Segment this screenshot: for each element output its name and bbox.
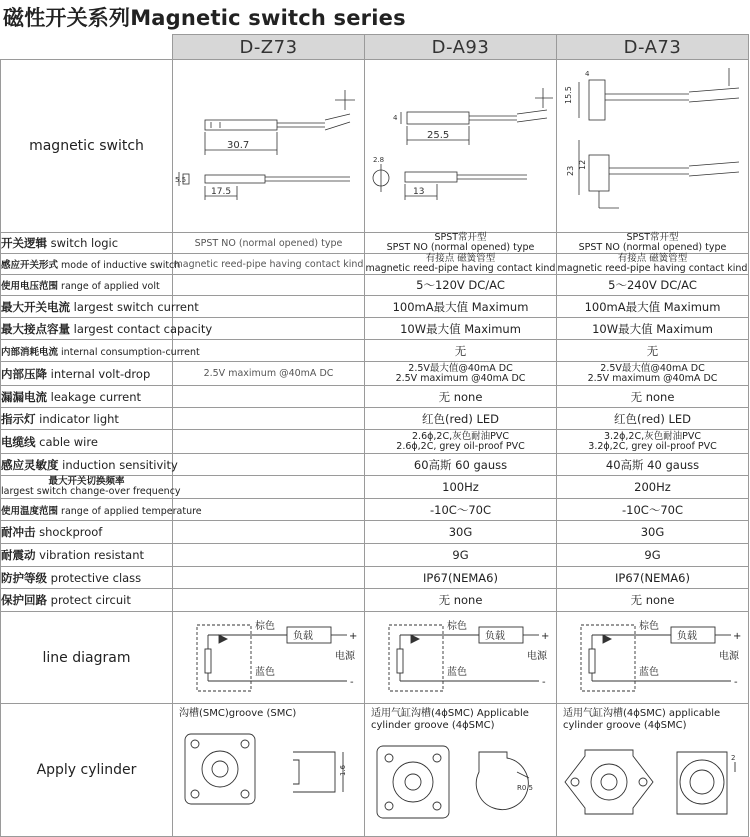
page-title: 磁性开关系列Magnetic switch series xyxy=(3,6,406,30)
spec-value: magnetic reed-pipe having contact kind xyxy=(173,254,365,275)
spec-value: 红色(red) LED xyxy=(365,408,557,430)
cylinder-cell xyxy=(557,704,749,837)
cylinder-drawing xyxy=(175,720,363,820)
circuit-power-label: 电源 xyxy=(334,650,355,662)
circuit-blue-label: 蓝色 xyxy=(446,666,467,678)
spec-value: 100mA最大值 Maximum xyxy=(557,296,749,318)
dz73-drawing-cell xyxy=(173,60,365,233)
spec-value: 无 none xyxy=(557,386,749,408)
spec-row xyxy=(1,233,749,254)
row-label: 内部压降 internal volt-drop xyxy=(1,362,173,386)
spec-value: 有接点 磁簧管型 magnetic reed-pipe having contact kind xyxy=(365,253,556,274)
row-label: 内部消耗电流 internal consumption-current xyxy=(1,340,173,362)
spec-value: 红色(red) LED xyxy=(557,408,749,430)
spec-value xyxy=(173,476,365,499)
spec-value xyxy=(173,544,365,567)
circuit-brown-label: 棕色 xyxy=(254,620,275,632)
spec-value: 40高斯 40 gauss xyxy=(557,454,749,476)
spec-row xyxy=(1,296,749,318)
circuit-blue-label: 蓝色 xyxy=(254,666,275,678)
apply-cylinder-row xyxy=(1,704,749,837)
da93-drawing xyxy=(367,60,555,228)
spec-value: -10C～70C xyxy=(557,499,749,521)
spec-value: SPST常开型 SPST NO (normal opened) type xyxy=(365,233,557,254)
spec-value: 无 xyxy=(365,340,557,362)
cylinder-caption: 沟槽(SMC)groove (SMC) xyxy=(179,708,297,719)
spec-value: 9G xyxy=(365,544,557,567)
row-label: 电缆线 cable wire xyxy=(1,430,173,454)
spec-value: SPST NO (normal opened) type xyxy=(173,233,365,254)
circuit-power-label: 电源 xyxy=(718,650,739,662)
spec-value: 30G xyxy=(365,521,557,544)
magnetic-switch-label: magnetic switch xyxy=(1,60,173,233)
model-header-row xyxy=(1,35,749,60)
spec-row xyxy=(1,454,749,476)
circuit-diagram-cell xyxy=(557,612,749,704)
circuit-diagram-cell xyxy=(365,612,557,704)
spec-value: SPST常开型 SPST NO (normal opened) type xyxy=(557,233,749,254)
cylinder-cell xyxy=(173,704,365,837)
spec-value: 2.5V最大值@40mA DC 2.5V maximum @40mA DC xyxy=(557,362,749,386)
row-label: 开关逻辑 switch logic xyxy=(1,233,173,254)
circuit-minus-label: - xyxy=(349,676,354,688)
cylinder-caption: 适用气缸沟槽(4ϕSMC) Applicable cylinder groove (4ϕSMC) xyxy=(371,708,529,731)
spec-value: 3.2ϕ,2C,灰色耐油PVC 3.2ϕ,2C, grey oil-proof PVC xyxy=(557,430,749,454)
apply-cylinder-label: Apply cylinder xyxy=(1,704,173,837)
row-label: 耐震动 vibration resistant xyxy=(1,544,173,567)
spec-value: 有接点 磁簧管型 magnetic reed-pipe having contact kind xyxy=(557,253,748,274)
spec-value: 无 xyxy=(557,340,749,362)
dim-label: 13 xyxy=(412,187,424,197)
spec-value xyxy=(173,408,365,430)
spec-value: IP67(NEMA6) xyxy=(557,567,749,589)
row-label: 使用电压范围 range of applied volt xyxy=(1,275,173,296)
spec-table xyxy=(0,34,749,837)
row-label: 指示灯 indicator light xyxy=(1,408,173,430)
spec-value: 60高斯 60 gauss xyxy=(365,454,557,476)
circuit-brown-label: 棕色 xyxy=(638,620,659,632)
circuit-plus-label: + xyxy=(732,630,741,642)
spec-row xyxy=(1,362,749,386)
da93-drawing-cell xyxy=(365,60,557,233)
spec-value xyxy=(173,430,365,454)
da73-drawing-cell xyxy=(557,60,749,233)
dim-label: 2.8 xyxy=(372,156,384,164)
circuit-plus-label: + xyxy=(348,630,357,642)
dim-label: 5.5 xyxy=(174,176,186,184)
spec-value: -10C～70C xyxy=(365,499,557,521)
cylinder-cell xyxy=(365,704,557,837)
dim-label: 15.5 xyxy=(563,86,573,104)
circuit-minus-label: - xyxy=(541,676,546,688)
spec-value xyxy=(173,275,365,296)
spec-row xyxy=(1,275,749,296)
row-label: 漏漏电流 leakage current xyxy=(1,386,173,408)
dim-label: 4 xyxy=(584,70,589,78)
row-label: 最大开关切换频率 largest switch change-over frequency xyxy=(1,476,181,497)
spec-row xyxy=(1,408,749,430)
circuit-diagram xyxy=(367,613,555,699)
spec-value: 10W最大值 Maximum xyxy=(365,318,557,340)
row-label: 保护回路 protect circuit xyxy=(1,589,173,612)
spec-row xyxy=(1,318,749,340)
row-label: 感应开关形式 mode of inductive switch xyxy=(1,254,173,275)
dim-label: 4 xyxy=(392,114,397,122)
row-label: 防护等级 protective class xyxy=(1,567,173,589)
row-label: 使用温度范围 range of applied temperature xyxy=(1,499,173,521)
header-blank xyxy=(1,35,173,60)
magnetic-switch-row xyxy=(1,60,749,233)
dim-label: 17.5 xyxy=(210,187,231,197)
circuit-brown-label: 棕色 xyxy=(446,620,467,632)
model-header: D-A93 xyxy=(365,35,557,60)
spec-row xyxy=(1,589,749,612)
spec-row xyxy=(1,499,749,521)
model-header: D-A73 xyxy=(557,35,749,60)
spec-value: 2.6ϕ,2C,灰色耐油PVC 2.6ϕ,2C, grey oil-proof PVC xyxy=(365,430,557,454)
spec-value xyxy=(173,567,365,589)
circuit-plus-label: + xyxy=(540,630,549,642)
spec-value: 9G xyxy=(557,544,749,567)
spec-value: 100mA最大值 Maximum xyxy=(365,296,557,318)
dim-label: R0.5 xyxy=(516,784,533,792)
spec-value xyxy=(173,589,365,612)
spec-row xyxy=(1,430,749,454)
dim-label: 23 xyxy=(565,165,575,176)
spec-value: IP67(NEMA6) xyxy=(365,567,557,589)
dim-label: 30.7 xyxy=(226,140,249,151)
da73-drawing xyxy=(559,60,747,228)
dim-label: 2 xyxy=(730,754,735,762)
circuit-load-label: 负载 xyxy=(484,630,505,642)
dz73-drawing xyxy=(175,60,363,228)
spec-value: 2.5V maximum @40mA DC xyxy=(173,362,365,386)
dim-label: 25.5 xyxy=(426,130,449,141)
cylinder-drawing xyxy=(559,732,747,832)
spec-value: 无 none xyxy=(365,386,557,408)
spec-value: 5～120V DC/AC xyxy=(365,275,557,296)
row-label: 感应灵敏度 induction sensitivity xyxy=(1,454,173,476)
spec-value xyxy=(173,386,365,408)
spec-value: 200Hz xyxy=(557,476,749,499)
spec-row xyxy=(1,386,749,408)
spec-value: 2.5V最大值@40mA DC 2.5V maximum @40mA DC xyxy=(365,362,557,386)
spec-value: 无 none xyxy=(365,589,557,612)
circuit-power-label: 电源 xyxy=(526,650,547,662)
spec-row xyxy=(1,567,749,589)
circuit-diagram xyxy=(175,613,363,699)
circuit-minus-label: - xyxy=(733,676,738,688)
circuit-blue-label: 蓝色 xyxy=(638,666,659,678)
spec-row xyxy=(1,521,749,544)
spec-row xyxy=(1,254,749,275)
cylinder-caption: 适用气缸沟槽(4ϕSMC) applicable cylinder groove (4ϕSMC) xyxy=(563,708,721,731)
circuit-load-label: 负载 xyxy=(676,630,697,642)
row-label: 耐冲击 shockproof xyxy=(1,521,173,544)
row-label: 最大开关电流 largest switch current xyxy=(1,296,173,318)
spec-value xyxy=(173,521,365,544)
spec-value xyxy=(173,454,365,476)
spec-value: 5～240V DC/AC xyxy=(557,275,749,296)
spec-value xyxy=(173,340,365,362)
spec-value: 30G xyxy=(557,521,749,544)
circuit-diagram xyxy=(559,613,747,699)
dim-label: 1.6 xyxy=(338,764,347,776)
circuit-load-label: 负载 xyxy=(292,630,313,642)
spec-row xyxy=(1,340,749,362)
cylinder-drawing xyxy=(367,732,555,832)
dim-label: 12 xyxy=(577,159,587,170)
spec-value: 10W最大值 Maximum xyxy=(557,318,749,340)
spec-row xyxy=(1,544,749,567)
spec-value: 100Hz xyxy=(365,476,557,499)
model-header: D-Z73 xyxy=(173,35,365,60)
spec-value: 无 none xyxy=(557,589,749,612)
spec-value xyxy=(173,296,365,318)
circuit-diagram-cell xyxy=(173,612,365,704)
spec-row xyxy=(1,476,749,499)
line-diagram-row xyxy=(1,612,749,704)
line-diagram-label: line diagram xyxy=(1,612,173,704)
row-label: 最大接点容量 largest contact capacity xyxy=(1,318,173,340)
